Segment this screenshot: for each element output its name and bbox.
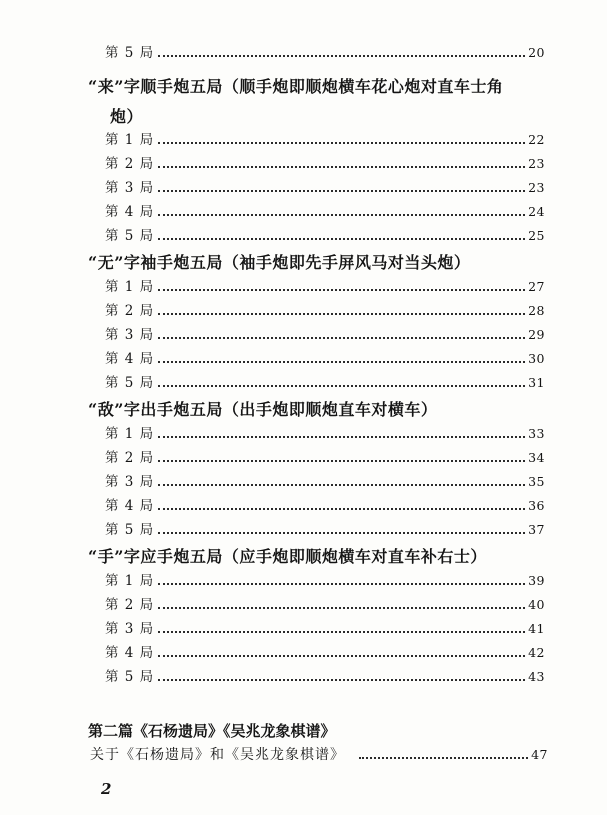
dot-leader bbox=[158, 385, 525, 387]
dot-leader bbox=[158, 508, 525, 510]
toc-entry bbox=[105, 517, 545, 539]
dot-leader bbox=[158, 583, 525, 585]
dot-leader bbox=[158, 142, 525, 144]
dot-leader bbox=[158, 631, 525, 633]
dot-leader bbox=[158, 214, 525, 216]
toc-entry bbox=[105, 664, 545, 686]
dot-leader bbox=[158, 361, 525, 363]
toc-entry-page: 33 bbox=[528, 426, 545, 441]
toc-entry bbox=[105, 568, 545, 590]
toc-entry-label: 第 2 局 bbox=[105, 597, 155, 613]
toc-entry bbox=[105, 445, 545, 467]
toc-entry-page: 23 bbox=[528, 156, 545, 171]
toc-entry bbox=[105, 298, 545, 320]
toc-entry bbox=[105, 616, 545, 638]
section-heading bbox=[88, 252, 558, 274]
toc-entry bbox=[105, 127, 545, 149]
toc-entry-page: 40 bbox=[528, 597, 545, 612]
toc-entry-page: 42 bbox=[528, 645, 545, 660]
toc-entry-page: 20 bbox=[528, 45, 545, 60]
toc-entry bbox=[105, 370, 545, 392]
toc-entry-page: 31 bbox=[528, 375, 545, 390]
toc-entry-label: 第 1 局 bbox=[105, 279, 155, 295]
dot-leader bbox=[158, 166, 525, 168]
toc-entry-page: 43 bbox=[528, 669, 545, 684]
section-heading-text: “敌”字出手炮五局（出手炮即顺炮直车对横车） bbox=[88, 400, 438, 419]
section-heading bbox=[88, 76, 558, 128]
toc-entry-label: 第 4 局 bbox=[105, 645, 155, 661]
section-heading bbox=[88, 399, 558, 421]
toc-entry bbox=[105, 175, 545, 197]
toc-entry-page: 22 bbox=[528, 132, 545, 147]
toc-entry-label: 第 2 局 bbox=[105, 156, 155, 172]
toc-entry-label: 第 1 局 bbox=[105, 132, 155, 148]
section-heading-text: “手”字应手炮五局（应手炮即顺炮横车对直车补右士） bbox=[88, 547, 487, 566]
toc-entry-page: 47 bbox=[531, 747, 548, 762]
toc-entry-label: 第 3 局 bbox=[105, 327, 155, 343]
dot-leader bbox=[158, 313, 525, 315]
toc-entry-page: 23 bbox=[528, 180, 545, 195]
dot-leader bbox=[158, 460, 525, 462]
toc-entry bbox=[105, 40, 545, 62]
toc-entry bbox=[105, 274, 545, 296]
page-number: 2 bbox=[101, 780, 112, 798]
dot-leader bbox=[158, 436, 525, 438]
section-heading-text: “来”字顺手炮五局（顺手炮即顺炮横车花心炮对直车士角 bbox=[88, 77, 504, 96]
toc-entry bbox=[105, 199, 545, 221]
toc-entry bbox=[105, 469, 545, 491]
dot-leader bbox=[158, 337, 525, 339]
section-heading-continuation: 炮） bbox=[110, 107, 144, 126]
toc-entry-label: 第 3 局 bbox=[105, 180, 155, 196]
toc-entry bbox=[105, 493, 545, 515]
dot-leader bbox=[158, 655, 525, 657]
toc-entry-page: 39 bbox=[528, 573, 545, 588]
toc-entry-label: 第 2 局 bbox=[105, 303, 155, 319]
toc-entry-page: 27 bbox=[528, 279, 545, 294]
toc-entry bbox=[105, 640, 545, 662]
toc-entry bbox=[105, 322, 545, 344]
toc-entry bbox=[105, 421, 545, 443]
toc-entry-label: 第 4 局 bbox=[105, 204, 155, 220]
toc-entry-label: 第 2 局 bbox=[105, 450, 155, 466]
dot-leader bbox=[158, 55, 525, 57]
toc-entry-page: 35 bbox=[528, 474, 545, 489]
toc-entry-page: 29 bbox=[528, 327, 545, 342]
toc-entry-page: 28 bbox=[528, 303, 545, 318]
toc-entry bbox=[90, 742, 548, 764]
toc-entry-label: 第 1 局 bbox=[105, 426, 155, 442]
toc-entry-label: 关于《石杨遗局》和《吴兆龙象棋谱》 bbox=[90, 747, 345, 763]
toc-entry-page: 24 bbox=[528, 204, 545, 219]
toc-entry-label: 第 1 局 bbox=[105, 573, 155, 589]
toc-entry bbox=[105, 151, 545, 173]
dot-leader bbox=[158, 238, 525, 240]
toc-entry-label: 第 5 局 bbox=[105, 375, 155, 391]
toc-entry-label: 第 3 局 bbox=[105, 621, 155, 637]
dot-leader bbox=[158, 679, 525, 681]
toc-entry-page: 30 bbox=[528, 351, 545, 366]
toc-entry-page: 37 bbox=[528, 522, 545, 537]
toc-entry-page: 36 bbox=[528, 498, 545, 513]
dot-leader bbox=[158, 289, 525, 291]
toc-entry bbox=[105, 223, 545, 245]
part-heading: 第二篇《石杨遗局》《吴兆龙象棋谱》 bbox=[88, 722, 336, 740]
section-heading-text: “无”字袖手炮五局（袖手炮即先手屏风马对当头炮） bbox=[88, 253, 471, 272]
toc-entry-label: 第 5 局 bbox=[105, 669, 155, 685]
toc-entry-label: 第 5 局 bbox=[105, 45, 155, 61]
toc-entry bbox=[105, 346, 545, 368]
dot-leader bbox=[359, 757, 528, 759]
toc-entry-label: 第 5 局 bbox=[105, 228, 155, 244]
section-heading bbox=[88, 546, 558, 568]
dot-leader bbox=[158, 484, 525, 486]
toc-entry-label: 第 5 局 bbox=[105, 522, 155, 538]
toc-entry-label: 第 4 局 bbox=[105, 351, 155, 367]
toc-entry-label: 第 4 局 bbox=[105, 498, 155, 514]
dot-leader bbox=[158, 532, 525, 534]
toc-entry-label: 第 3 局 bbox=[105, 474, 155, 490]
toc-entry bbox=[105, 592, 545, 614]
dot-leader bbox=[158, 607, 525, 609]
toc-entry-page: 25 bbox=[528, 228, 545, 243]
toc-entry-page: 34 bbox=[528, 450, 545, 465]
toc-entry-page: 41 bbox=[528, 621, 545, 636]
dot-leader bbox=[158, 190, 525, 192]
